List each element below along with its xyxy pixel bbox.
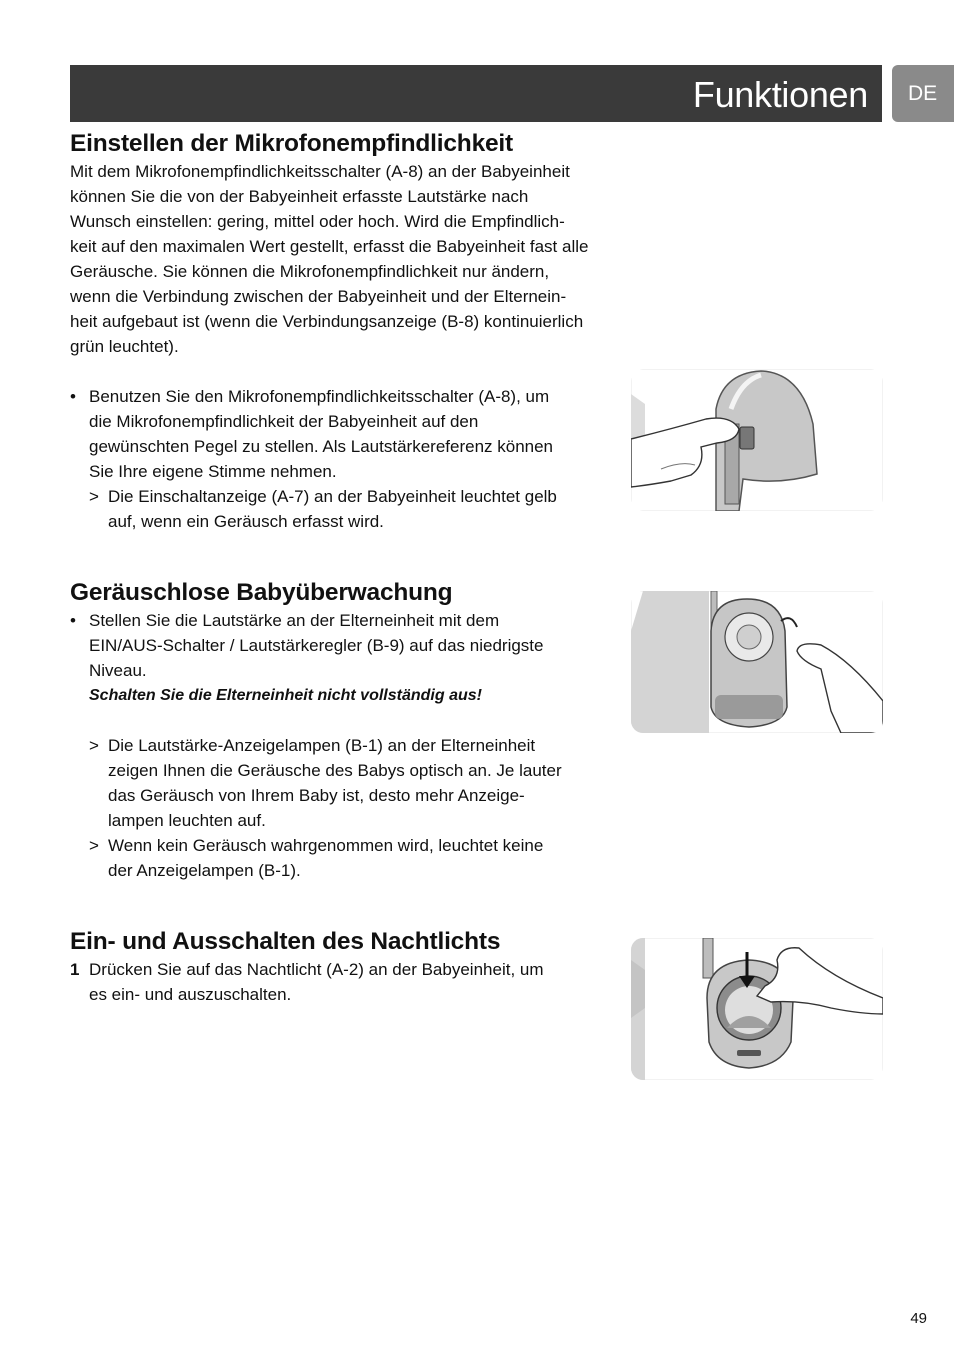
text-line: zeigen Ihnen die Geräusche des Babys optisch an. Je lauter: [108, 761, 562, 780]
bullet-item: [70, 608, 610, 683]
text-line: Geräusche. Sie können die Mikrofonempfindlichkeit nur ändern,: [70, 262, 550, 281]
section-heading: Ein- und Ausschalten des Nachtlichts: [70, 928, 501, 955]
text-line: die Mikrofonempfindlichkeit der Babyeinheit auf den: [89, 412, 479, 431]
text-line: grün leuchtet).: [70, 337, 179, 356]
text-line: Die Einschaltanzeige (A-7) an der Babyeinheit leuchtet gelb: [108, 487, 557, 506]
text-line: Die Lautstärke-Anzeigelampen (B-1) an der Elterneinheit: [108, 736, 536, 755]
section-silent-monitoring: [70, 578, 610, 883]
text-line: keit auf den maximalen Wert gestellt, erfasst die Babyeinheit fast alle: [70, 237, 589, 256]
text-line: können Sie die von der Babyeinheit erfasste Lautstärke nach: [70, 187, 529, 206]
text-line: Mit dem Mikrofonempfindlichkeitsschalter (A-8) an der Babyeinheit: [70, 162, 570, 181]
warning-note: Schalten Sie die Elterneinheit nicht vollständig aus!: [89, 687, 482, 704]
section-night-light: [70, 927, 610, 1007]
result-item: [70, 833, 610, 883]
text-line: EIN/AUS-Schalter / Lautstärkeregler (B-9) auf das niedrigste: [89, 636, 544, 655]
text-line: Sie Ihre eigene Stimme nehmen.: [89, 462, 337, 481]
bullet-marker: •: [70, 387, 76, 406]
text-line: Wenn kein Geräusch wahrgenommen wird, leuchtet keine: [108, 836, 544, 855]
text-line: auf, wenn ein Geräusch erfasst wird.: [108, 512, 384, 531]
text-line: Wunsch einstellen: gering, mittel oder hoch. Wird die Empfindlich-: [70, 212, 565, 231]
result-marker: >: [89, 836, 99, 855]
illustration-sensitivity-switch: [631, 369, 883, 511]
intro-paragraph: [70, 159, 610, 359]
text-line: es ein- und auszuschalten.: [89, 985, 292, 1004]
numbered-step: [70, 957, 610, 1007]
text-line: Stellen Sie die Lautstärke an der Elterneinheit mit dem: [89, 611, 500, 630]
text-line: gewünschten Pegel zu stellen. Als Lautstärkereferenz können: [89, 437, 554, 456]
result-item: [70, 484, 610, 534]
illustration-parent-unit-volume: [631, 591, 883, 733]
text-line: Drücken Sie auf das Nachtlicht (A-2) an der Babyeinheit, um: [89, 960, 544, 979]
text-line: das Geräusch von Ihrem Baby ist, desto mehr Anzeige-: [108, 786, 525, 805]
page-title: Funktionen: [692, 74, 868, 115]
result-item: [70, 733, 610, 833]
bullet-item: [70, 384, 610, 484]
text-line: Niveau.: [89, 661, 147, 680]
header-bar: [70, 65, 882, 122]
language-tab: DE: [892, 65, 954, 122]
text-line: Benutzen Sie den Mikrofonempfindlichkeitsschalter (A-8), um: [89, 387, 550, 406]
text-line: der Anzeigelampen (B-1).: [108, 861, 301, 880]
result-marker: >: [89, 736, 99, 755]
section-heading: Einstellen der Mikrofonempfindlichkeit: [70, 130, 513, 157]
bullet-marker: •: [70, 611, 76, 630]
page-number: 49: [910, 1310, 927, 1327]
result-marker: >: [89, 487, 99, 506]
step-number: 1: [70, 960, 80, 979]
section-heading: Geräuschlose Babyüberwachung: [70, 579, 453, 606]
text-line: wenn die Verbindung zwischen der Babyeinheit und der Elternein-: [70, 287, 567, 306]
text-line: lampen leuchten auf.: [108, 811, 266, 830]
illustration-night-light: [631, 938, 883, 1080]
text-line: heit aufgebaut ist (wenn die Verbindungsanzeige (B-8) kontinuierlich: [70, 312, 584, 331]
section-microphone-sensitivity: [70, 129, 610, 534]
